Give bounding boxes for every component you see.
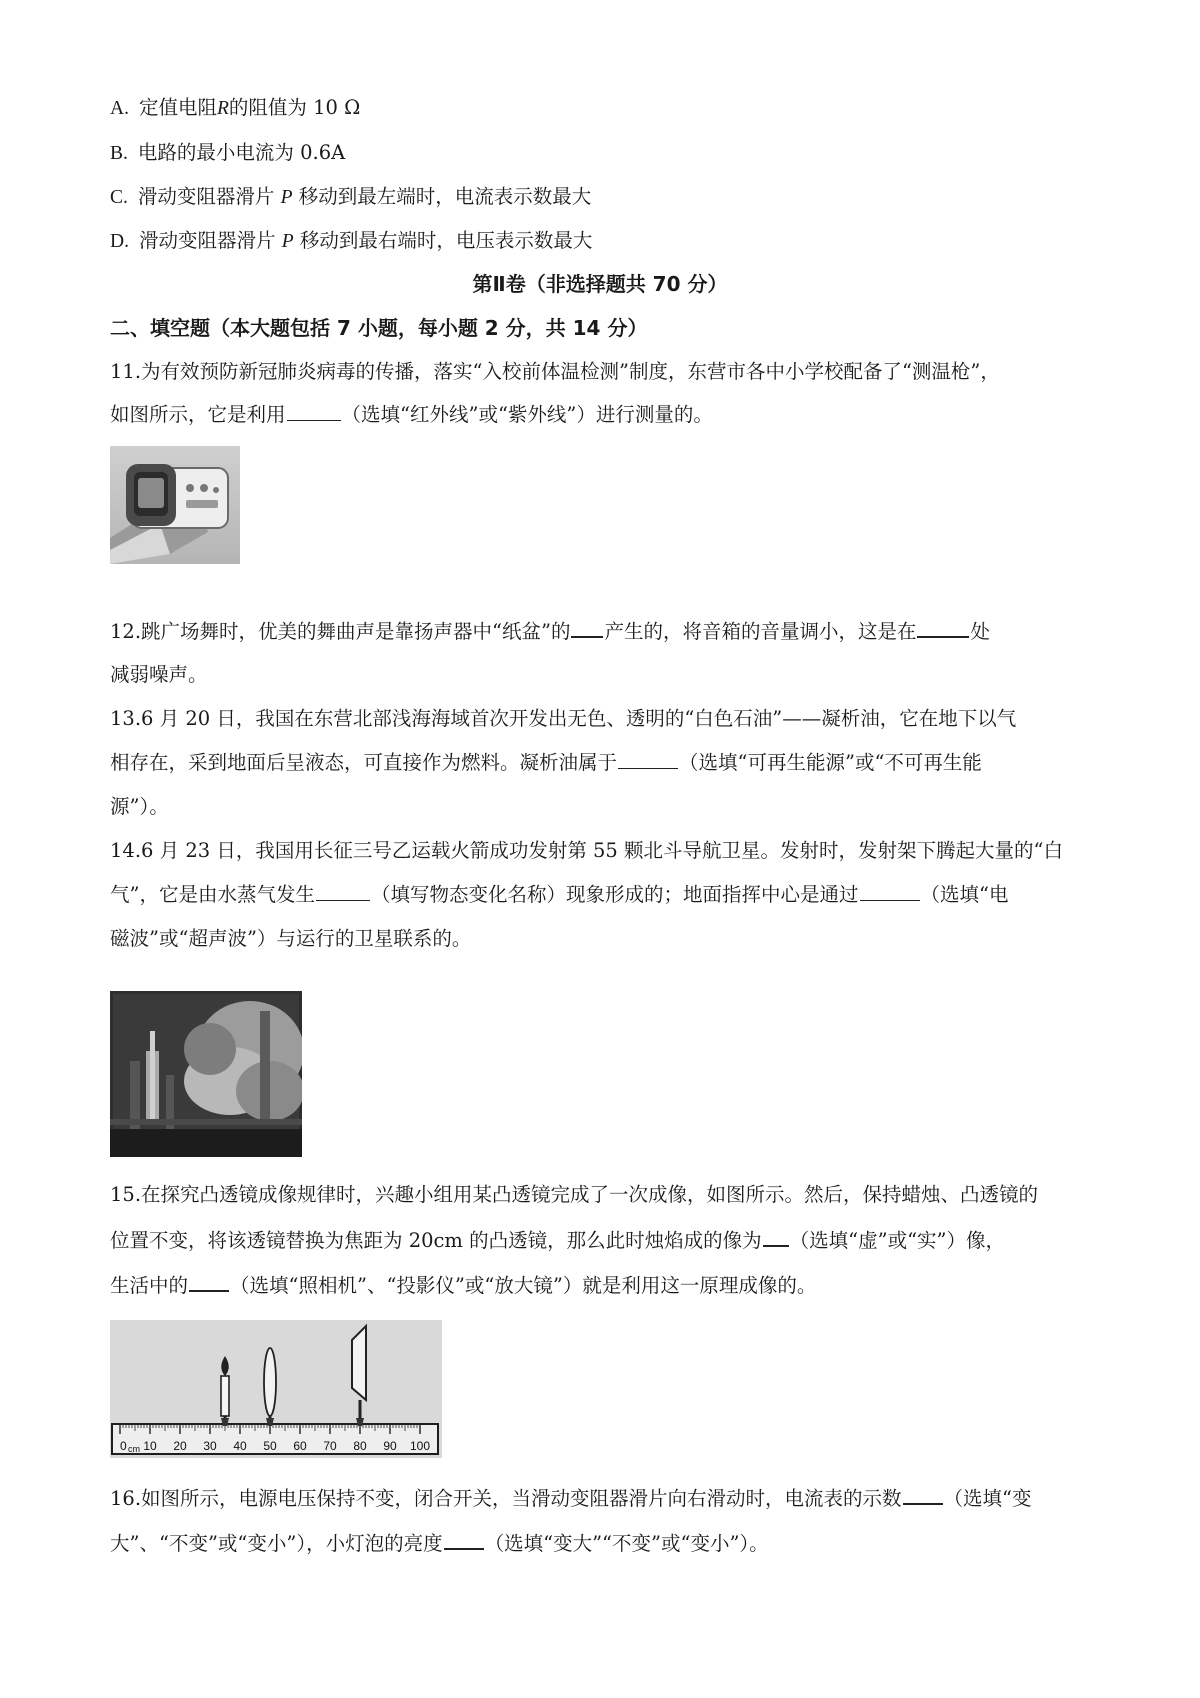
option-a <box>110 95 360 122</box>
q16-text: （选填“变大”“不变”或“变小”）。 <box>484 1532 769 1555</box>
q14-line-2 <box>110 882 1008 908</box>
q14-line-3: 磁波”或“超声波”）与运行的卫星联系的。 <box>110 927 472 950</box>
q13-line-3: 源”）。 <box>110 795 169 818</box>
ruler-tick-label: 90 <box>383 1439 397 1453</box>
ruler-tick-label: 70 <box>323 1439 337 1453</box>
answer-blank[interactable] <box>860 882 920 901</box>
q15-text: 位置不变，将该透镜替换为焦距为 20cm 的凸透镜，那么此时烛焰成的像为 <box>110 1229 762 1252</box>
option-text: 移动到最右端时，电压表示数最大 <box>299 229 593 252</box>
ruler-tick-label: 50 <box>263 1439 277 1453</box>
option-text: 滑动变阻器滑片 <box>137 185 275 208</box>
section-title: 第Ⅱ卷（非选择题共 70 分） <box>472 272 728 296</box>
q13-line-2 <box>110 750 982 776</box>
ruler-tick-label: 30 <box>203 1439 217 1453</box>
q14-text: 气”，它是由水蒸气发生 <box>110 883 315 906</box>
ruler-tick-label: 100 <box>409 1439 431 1453</box>
option-b <box>110 140 345 167</box>
q11-line-1: 11.为有效预防新冠肺炎病毒的传播，落实“入校前体温检测”制度，东营市各中小学校配备了“测温枪”， <box>110 360 1000 383</box>
ruler-unit-label: cm <box>128 1444 140 1454</box>
ruler-tick-label: 20 <box>173 1439 187 1453</box>
light-screen <box>352 1326 366 1426</box>
q16-line-1 <box>110 1485 1032 1512</box>
q16-text: （选填“变 <box>943 1487 1032 1510</box>
option-text: 移动到最左端时，电流表示数最大 <box>298 185 592 208</box>
answer-blank[interactable] <box>189 1272 229 1292</box>
q16-line-2 <box>110 1530 769 1557</box>
q14-text: （选填“电 <box>920 883 1009 906</box>
q15-text: 生活中的 <box>110 1274 189 1297</box>
q11-text: （选填“红外线”或“紫外线”）进行测量的。 <box>341 403 713 426</box>
q11-line-2 <box>110 402 713 428</box>
ruler-tick-label: 40 <box>233 1439 247 1453</box>
answer-blank[interactable] <box>763 1227 789 1247</box>
q13-line-1: 13.6 月 20 日，我国在东营北部浅海海域首次开发出无色、透明的“白色石油”——凝析油，它在地下以气 <box>110 707 1017 730</box>
option-variable: R <box>216 98 229 119</box>
answer-blank[interactable] <box>316 882 370 901</box>
option-letter: A. <box>110 98 129 119</box>
q11-text: 如图所示，它是利用 <box>110 403 286 426</box>
convex-lens <box>264 1348 276 1426</box>
ruler-tick-label: 60 <box>293 1439 307 1453</box>
candle <box>221 1356 229 1426</box>
part-title: 二、填空题（本大题包括 7 小题，每小题 2 分，共 14 分） <box>110 316 648 340</box>
option-letter: C. <box>110 187 128 208</box>
q13-text: 相存在，采到地面后呈液态，可直接作为燃料。凝析油属于 <box>110 751 618 774</box>
q12-text: 处 <box>970 620 990 643</box>
q13-text: （选填“可再生能源”或“不可再生能 <box>679 751 982 774</box>
optical-bench-figure <box>110 1320 442 1458</box>
answer-blank[interactable] <box>444 1530 484 1550</box>
rocket-launch-photo <box>110 991 302 1157</box>
ruler-tick-label: 80 <box>353 1439 367 1453</box>
q14-line-1: 14.6 月 23 日，我国用长征三号乙运载火箭成功发射第 55 颗北斗导航卫星。发射时，发射架下腾起大量的“白 <box>110 839 1064 862</box>
q16-text: 16.如图所示，电源电压保持不变，闭合开关，当滑动变阻器滑片向右滑动时，电流表的示数 <box>110 1487 902 1510</box>
q12-line-2: 减弱噪声。 <box>110 663 208 686</box>
option-c <box>110 184 591 211</box>
option-text: 电路的最小电流为 0.6A <box>137 141 346 164</box>
option-variable: P <box>280 187 293 208</box>
q16-text: 大”、“不变”或“变小”），小灯泡的亮度 <box>110 1532 443 1555</box>
option-text: 滑动变阻器滑片 <box>138 229 276 252</box>
answer-blank[interactable] <box>287 402 341 421</box>
answer-blank[interactable] <box>917 618 969 638</box>
thermometer-gun-photo <box>110 446 240 564</box>
answer-blank[interactable] <box>571 618 603 638</box>
q15-line-1: 15.在探究凸透镜成像规律时，兴趣小组用某凸透镜完成了一次成像，如图所示。然后，保持蜡烛、凸透镜的 <box>110 1183 1039 1206</box>
q15-text: （选填“照相机”、“投影仪”或“放大镜”）就是利用这一原理成像的。 <box>230 1274 817 1297</box>
option-letter: B. <box>110 143 128 164</box>
option-text: 定值电阻 <box>138 96 217 119</box>
option-variable: P <box>281 231 294 252</box>
q12-text: 12.跳广场舞时，优美的舞曲声是靠扬声器中“纸盆”的 <box>110 620 571 643</box>
q14-text: （填写物态变化名称）现象形成的；地面指挥中心是通过 <box>370 883 859 906</box>
option-d <box>110 228 592 255</box>
q15-line-2 <box>110 1227 1005 1254</box>
ruler-tick-label: 0 <box>120 1439 127 1453</box>
option-text: 的阻值为 10 Ω <box>228 96 361 119</box>
answer-blank[interactable] <box>903 1485 943 1505</box>
q12-line-1 <box>110 618 990 645</box>
ruler-tick-label: 10 <box>143 1439 157 1453</box>
answer-blank[interactable] <box>618 750 678 769</box>
q15-line-3 <box>110 1272 816 1299</box>
option-letter: D. <box>110 231 129 252</box>
q15-text: （选填“虚”或“实”）像， <box>789 1229 1006 1252</box>
q12-text: 产生的，将音箱的音量调小，这是在 <box>604 620 917 643</box>
